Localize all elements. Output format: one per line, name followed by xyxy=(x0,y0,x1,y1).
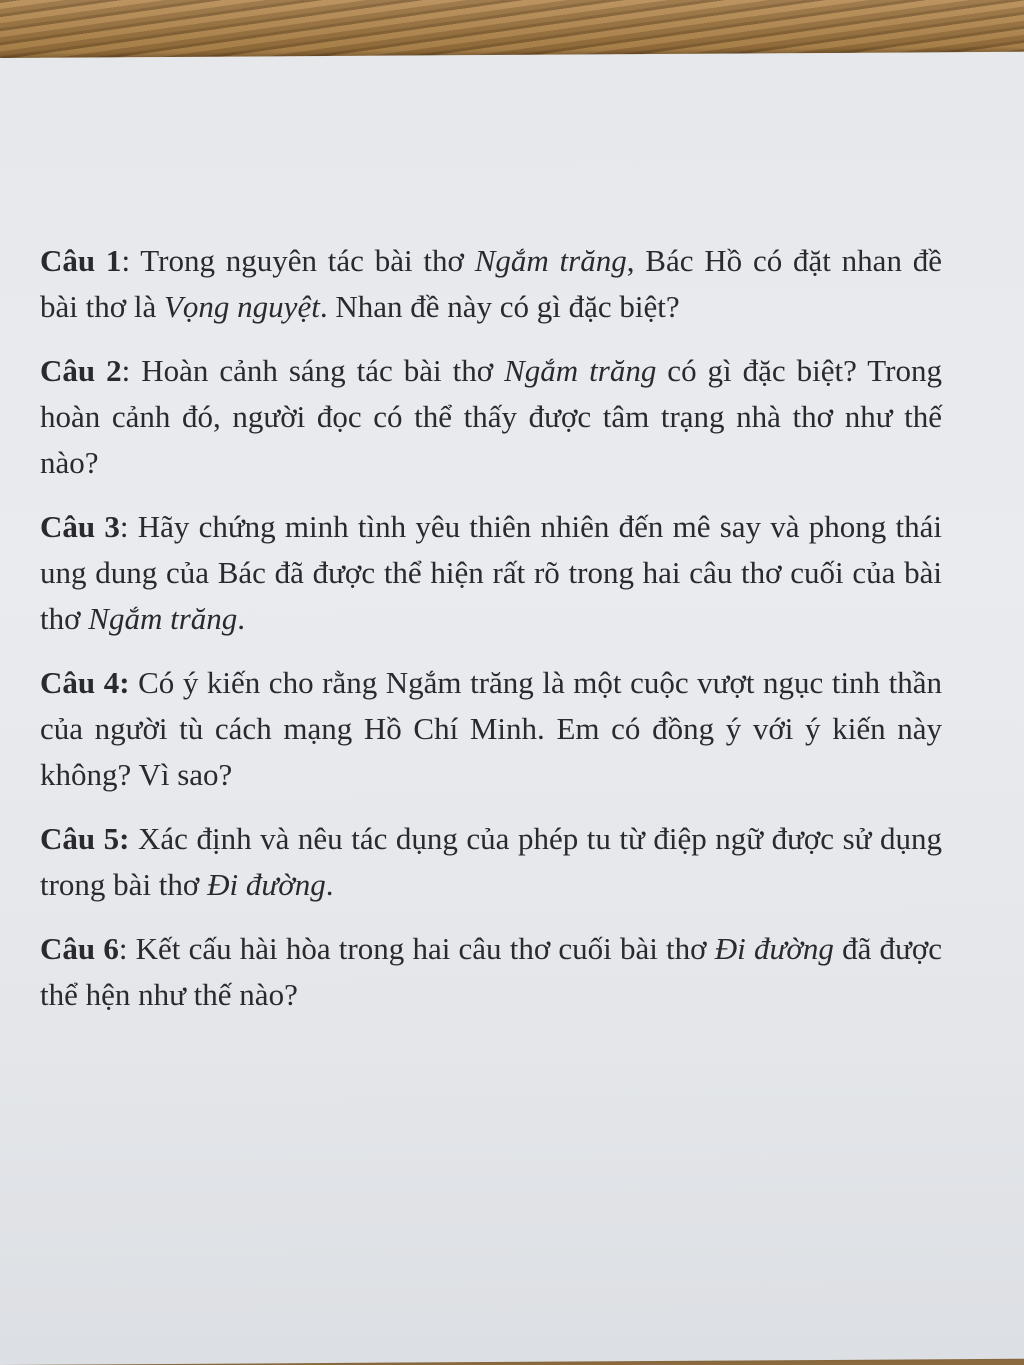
question-1 xyxy=(40,238,942,330)
poem-title-di-duong: Đi đường xyxy=(714,931,834,966)
poem-title-di-duong: Đi đường xyxy=(207,867,326,902)
question-2-label: Câu 2 xyxy=(40,353,122,388)
poem-title-ngam-trang: Ngắm trăng xyxy=(474,243,627,278)
question-6-label: Câu 6 xyxy=(40,931,119,966)
question-1-text-a: : Trong nguyên tác bài thơ xyxy=(121,243,475,278)
question-6-text-a: : Kết cấu hài hòa trong hai câu thơ cuối bài thơ xyxy=(118,931,715,966)
question-list xyxy=(40,238,942,1036)
question-5-text-a: Xác định và nêu tác dụng của phép tu từ điệp ngữ được sử dụng trong bài thơ xyxy=(40,821,943,902)
question-1-label: Câu 1 xyxy=(40,243,122,278)
question-2 xyxy=(40,348,942,486)
question-4-label: Câu 4: xyxy=(40,665,130,700)
question-3 xyxy=(40,504,942,642)
question-4 xyxy=(40,660,942,798)
question-5-label: Câu 5: xyxy=(40,821,130,856)
question-3-text-b: . xyxy=(237,601,246,636)
question-1-text-c: . Nhan đề này có gì đặc biệt? xyxy=(319,289,680,324)
question-3-text-a: : Hãy chứng minh tình yêu thiên nhiên đến mê say và phong thái ung dung của Bác đã được thể hiện rất rõ trong hai câu thơ cuối của bài thơ xyxy=(40,509,942,636)
question-6 xyxy=(40,926,942,1018)
question-5-text-b: . xyxy=(325,867,334,902)
question-5 xyxy=(40,816,942,908)
poem-title-vong-nguyet: Vọng nguyệt xyxy=(164,289,320,324)
poem-title-ngam-trang: Ngắm trăng xyxy=(504,353,657,388)
question-4-text: Có ý kiến cho rằng Ngắm trăng là một cuộc vượt ngục tinh thần của người tù cách mạng Hồ Chí Minh. Em có đồng ý với ý kiến này không? Vì sao? xyxy=(40,665,942,792)
poem-title-ngam-trang: Ngắm trăng xyxy=(88,601,238,636)
question-6-text-b: đã được thể hện như thế nào? xyxy=(40,931,943,1012)
question-2-text-b: có gì đặc biệt? Trong hoàn cảnh đó, người đọc có thể thấy được tâm trạng nhà thơ như thế nào? xyxy=(40,353,942,480)
question-3-label: Câu 3 xyxy=(40,509,120,544)
question-2-text-a: : Hoàn cảnh sáng tác bài thơ xyxy=(121,353,505,388)
question-1-text-b: , Bác Hồ có đặt nhan đề bài thơ là xyxy=(40,243,943,324)
